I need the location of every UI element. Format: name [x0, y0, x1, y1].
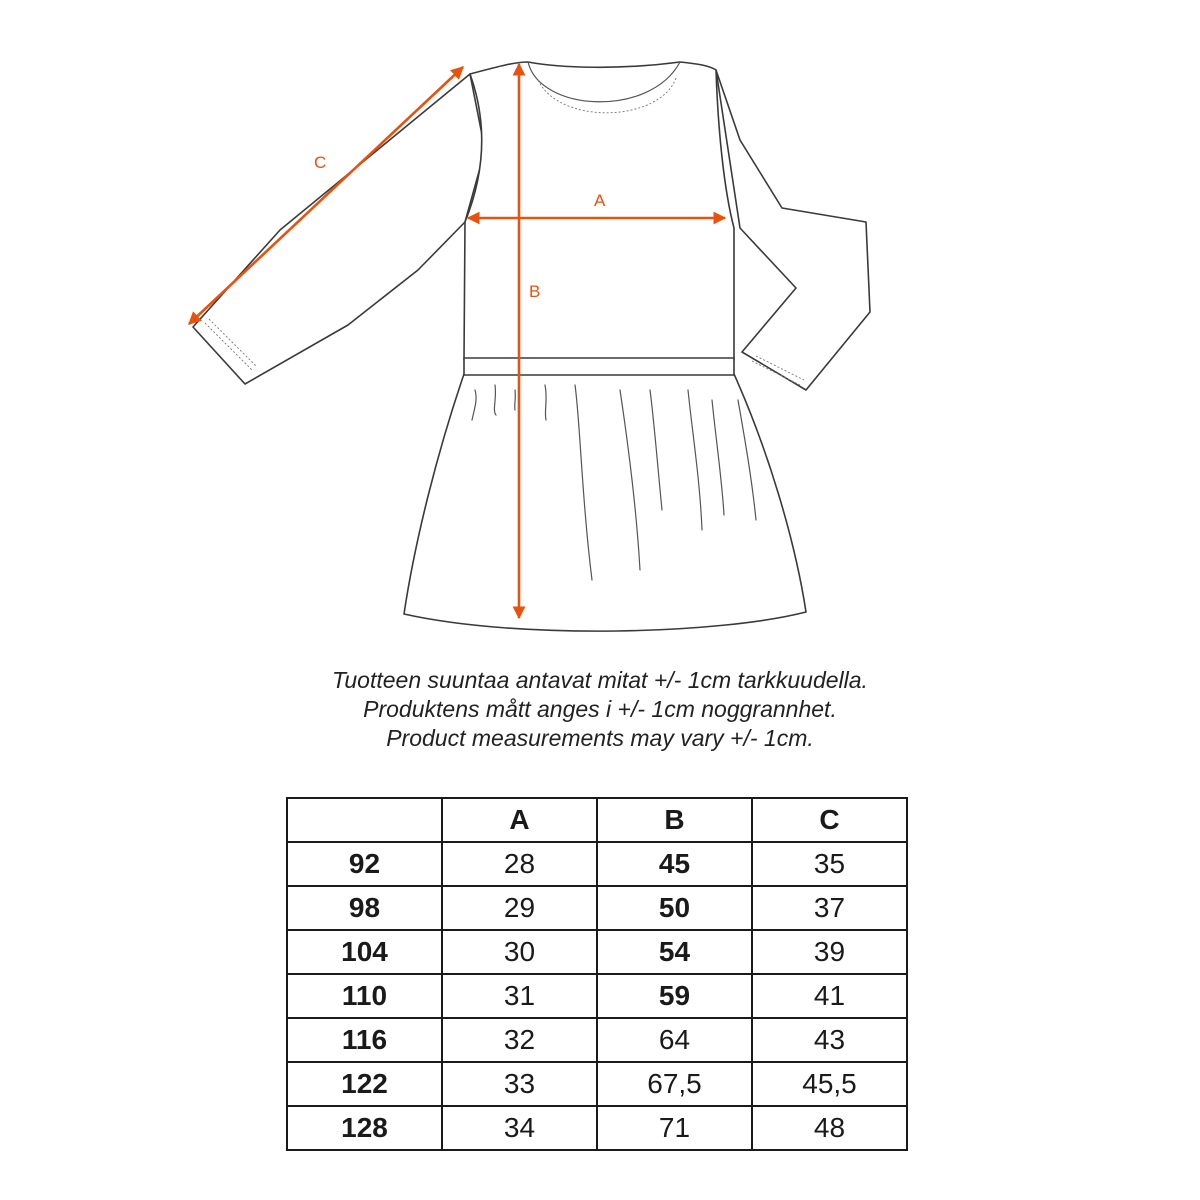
size-cell: 128	[287, 1106, 442, 1150]
value-b-cell: 59	[597, 974, 752, 1018]
value-b-cell: 50	[597, 886, 752, 930]
value-a-cell: 33	[442, 1062, 597, 1106]
disclaimer-finnish: Tuotteen suuntaa antavat mitat +/- 1cm tarkkuudella.	[332, 667, 868, 693]
bodice	[464, 62, 734, 360]
label-c: C	[314, 153, 327, 172]
table-row	[287, 1018, 907, 1062]
left-sleeve	[193, 74, 485, 384]
skirt	[404, 374, 806, 631]
size-cell: 110	[287, 974, 442, 1018]
value-c-cell: 37	[752, 886, 907, 930]
table-row	[287, 886, 907, 930]
size-cell: 116	[287, 1018, 442, 1062]
size-chart-table	[286, 797, 908, 1151]
size-cell: 104	[287, 930, 442, 974]
value-b-cell: 67,5	[597, 1062, 752, 1106]
value-b-cell: 45	[597, 842, 752, 886]
waistband	[464, 358, 734, 375]
header-size	[287, 798, 442, 842]
value-c-cell: 45,5	[752, 1062, 907, 1106]
value-c-cell: 41	[752, 974, 907, 1018]
size-cell: 98	[287, 886, 442, 930]
value-a-cell: 31	[442, 974, 597, 1018]
table-row	[287, 974, 907, 1018]
right-sleeve	[716, 70, 870, 390]
value-c-cell: 39	[752, 930, 907, 974]
table-row	[287, 1106, 907, 1150]
value-a-cell: 34	[442, 1106, 597, 1150]
header-c: C	[752, 798, 907, 842]
size-cell: 92	[287, 842, 442, 886]
disclaimer-swedish: Produktens mått anges i +/- 1cm noggrannhet.	[363, 696, 837, 722]
value-b-cell: 54	[597, 930, 752, 974]
disclaimer-english: Product measurements may vary +/- 1cm.	[386, 725, 814, 751]
size-cell: 122	[287, 1062, 442, 1106]
value-b-cell: 71	[597, 1106, 752, 1150]
table-row	[287, 842, 907, 886]
value-a-cell: 32	[442, 1018, 597, 1062]
label-b: B	[529, 282, 541, 301]
value-b-cell: 64	[597, 1018, 752, 1062]
value-a-cell: 29	[442, 886, 597, 930]
value-a-cell: 30	[442, 930, 597, 974]
header-b: B	[597, 798, 752, 842]
value-c-cell: 43	[752, 1018, 907, 1062]
header-a: A	[442, 798, 597, 842]
measurement-disclaimer	[0, 666, 1200, 753]
table-row	[287, 930, 907, 974]
value-c-cell: 48	[752, 1106, 907, 1150]
value-c-cell: 35	[752, 842, 907, 886]
table-header-row	[287, 798, 907, 842]
table-row	[287, 1062, 907, 1106]
label-a: A	[594, 191, 606, 210]
value-a-cell: 28	[442, 842, 597, 886]
